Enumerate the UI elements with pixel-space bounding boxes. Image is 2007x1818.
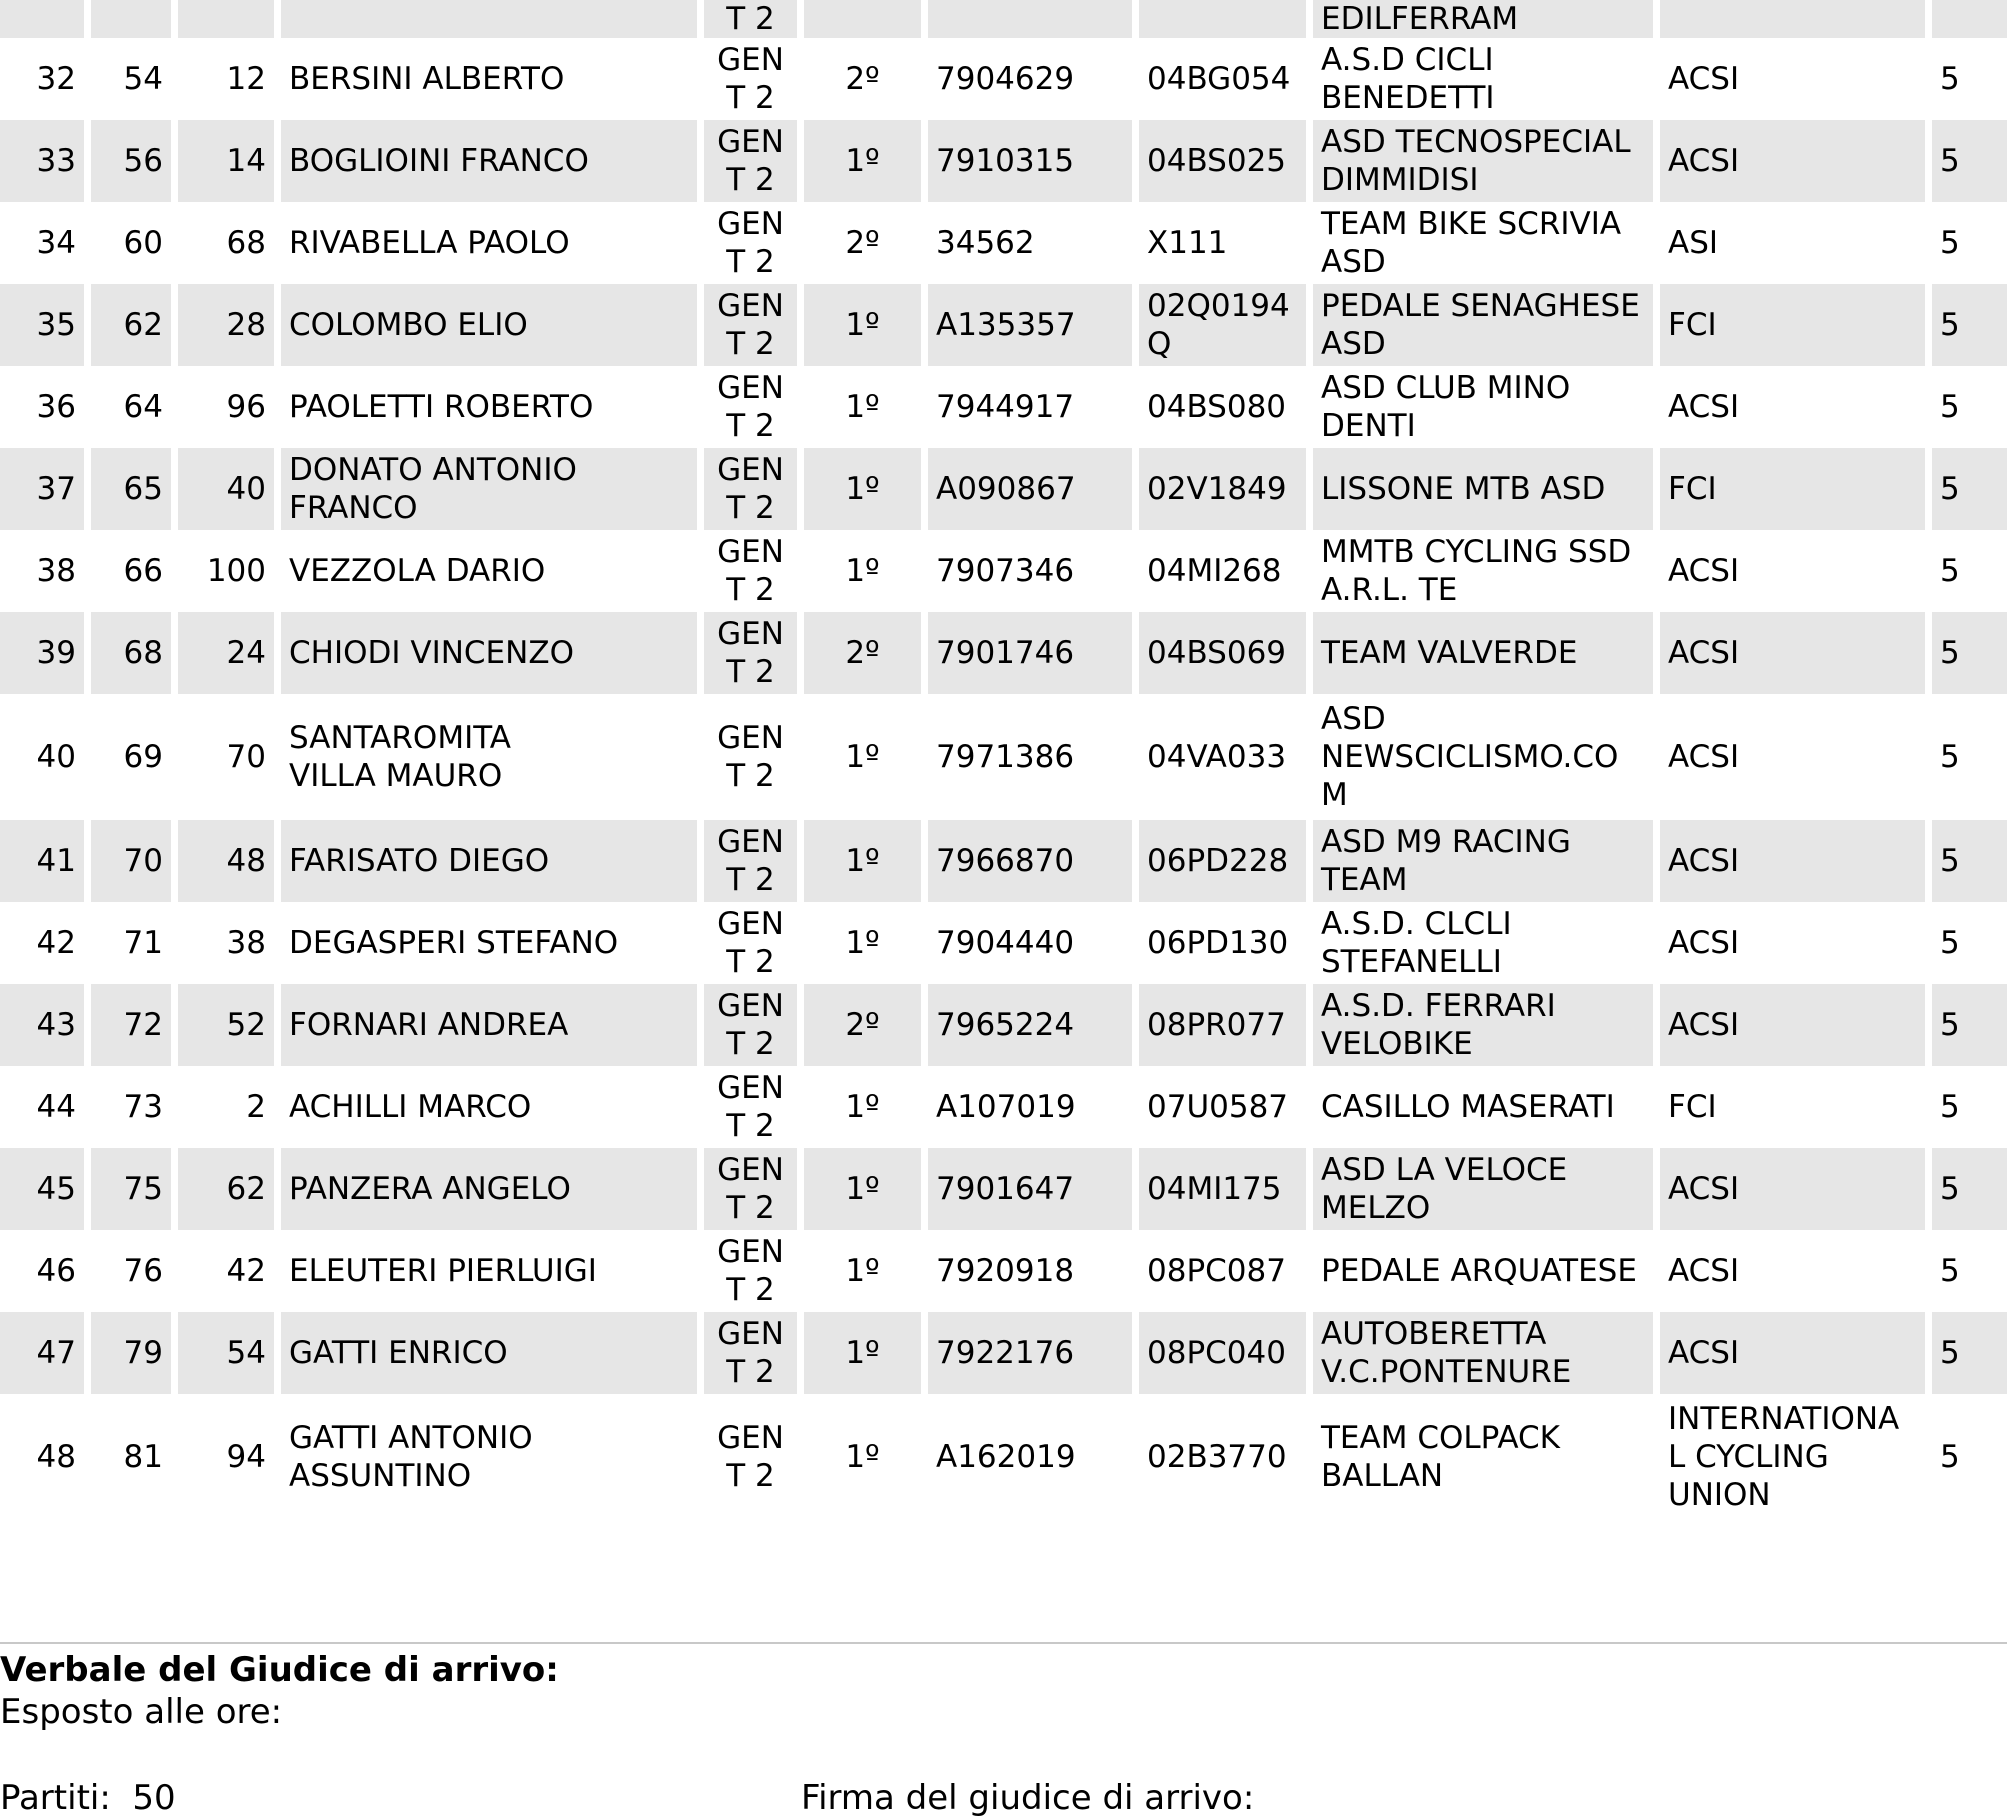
cell-code: X111: [1147, 225, 1228, 261]
cell-team: A.S.D. FERRARI VELOBIKE: [1313, 984, 1653, 1066]
cell-bib: 68: [226, 225, 266, 261]
cell-rank: 79: [91, 1312, 171, 1394]
table-row: [0, 1066, 2007, 1148]
cell-team: PEDALE ARQUATESE: [1321, 1253, 1637, 1289]
table-row: [0, 1230, 2007, 1312]
cell-team: ASD NEWSCICLISMO.CO M: [1321, 701, 1619, 813]
cell-value: 5: [1940, 389, 1960, 425]
cell-name: COLOMBO ELIO: [281, 284, 697, 366]
cell-code: 04BS080: [1147, 389, 1287, 425]
cell-code: 02V1849: [1139, 448, 1306, 530]
cell-code: 06PD228: [1139, 820, 1306, 902]
table-row: [0, 38, 2007, 120]
cell-code: 04BG054: [1147, 61, 1291, 97]
cell-team: ASD M9 RACING TEAM: [1313, 820, 1653, 902]
cell-team: LISSONE MTB ASD: [1313, 448, 1653, 530]
cell-category: GEN T 2: [704, 1148, 797, 1230]
cell-name: PAOLETTI ROBERTO: [289, 389, 594, 425]
cell-rank: 65: [91, 448, 171, 530]
cell-org: ACSI: [1668, 739, 1740, 775]
cell-pos: 37: [0, 448, 84, 530]
cell-rank: 81: [123, 1439, 163, 1475]
cell-rank: 75: [91, 1148, 171, 1230]
cell-license: 7971386: [936, 739, 1075, 775]
cell-value: 5: [1940, 1253, 1960, 1289]
cell-value: 5: [1932, 612, 2007, 694]
cell-pos: 45: [0, 1148, 84, 1230]
previous-row-fragment: [0, 0, 2007, 38]
cell-value: 5: [1940, 1439, 1960, 1475]
cell-bib: 38: [226, 925, 266, 961]
cell-category: GEN T 2: [717, 42, 784, 116]
cell-name: [281, 0, 697, 38]
cell-team: TEAM VALVERDE: [1313, 612, 1653, 694]
cell-rank: 62: [91, 284, 171, 366]
cell-code: 04MI268: [1147, 553, 1282, 589]
cell-order: 1º: [845, 1089, 880, 1125]
cell-org: ACSI: [1668, 389, 1740, 425]
cell-name: BERSINI ALBERTO: [289, 61, 565, 97]
cell-bib: 94: [226, 1439, 266, 1475]
cell-category: GEN T 2: [717, 370, 784, 444]
cell-order: 2º: [845, 61, 880, 97]
cell-team: TEAM BIKE SCRIVIA ASD: [1321, 206, 1622, 280]
cell-name: GATTI ENRICO: [281, 1312, 697, 1394]
cell-org: ASI: [1668, 225, 1719, 261]
cell-org: ACSI: [1660, 1148, 1925, 1230]
cell-bib: 52: [178, 984, 274, 1066]
cell-rank: 71: [123, 925, 163, 961]
cell-category: GEN T 2: [717, 1234, 784, 1308]
cell-rank: 72: [91, 984, 171, 1066]
cell-code: [1139, 0, 1306, 38]
cell-category: GEN T 2: [717, 1070, 784, 1144]
cell-license: 7904440: [936, 925, 1075, 961]
cell-code: 04BS025: [1139, 120, 1306, 202]
cell-pos: 33: [0, 120, 84, 202]
cell-value: 5: [1932, 284, 2007, 366]
cell-category: GEN T 2: [704, 820, 797, 902]
cell-rank: 76: [123, 1253, 163, 1289]
cell-category: GEN T 2: [717, 206, 784, 280]
cell-value: 5: [1940, 1089, 1960, 1125]
cell-rank: 70: [91, 820, 171, 902]
cell-team: MMTB CYCLING SSD A.R.L. TE: [1321, 534, 1632, 608]
cell-value: 5: [1932, 1148, 2007, 1230]
cell-org: INTERNATIONA L CYCLING UNION: [1668, 1401, 1900, 1513]
cell-pos: 34: [36, 225, 76, 261]
cell-order: [804, 0, 921, 38]
cell-order: 1º: [845, 925, 880, 961]
cell-bib: 96: [226, 389, 266, 425]
cell-rank: 60: [123, 225, 163, 261]
cell-name: RIVABELLA PAOLO: [289, 225, 570, 261]
cell-value: 5: [1932, 448, 2007, 530]
cell-pos: 40: [36, 739, 76, 775]
table-row: [0, 612, 2007, 694]
table-row: [0, 120, 2007, 202]
cell-order: 1º: [845, 553, 880, 589]
cell-bib: 48: [178, 820, 274, 902]
cell-order: 1º: [804, 120, 921, 202]
cell-rank: 66: [123, 553, 163, 589]
cell-bib: 40: [178, 448, 274, 530]
cell-pos: 48: [36, 1439, 76, 1475]
cell-org: ACSI: [1668, 925, 1740, 961]
cell-category: GEN T 2: [704, 448, 797, 530]
cell-bib: 42: [226, 1253, 266, 1289]
cell-pos: 42: [36, 925, 76, 961]
cell-value: 5: [1940, 553, 1960, 589]
cell-org: ACSI: [1660, 1312, 1925, 1394]
cell-team: ASD TECNOSPECIAL DIMMIDISI: [1313, 120, 1653, 202]
cell-license: 7920918: [936, 1253, 1075, 1289]
cell-name: SANTAROMITA VILLA MAURO: [289, 720, 511, 794]
cell-name: FARISATO DIEGO: [281, 820, 697, 902]
table-row: [0, 902, 2007, 984]
cell-org: ACSI: [1660, 820, 1925, 902]
cell-pos: 32: [36, 61, 76, 97]
cell-order: 1º: [804, 820, 921, 902]
cell-team: A.S.D. CLCLI STEFANELLI: [1321, 906, 1512, 980]
cell-org: ACSI: [1668, 553, 1740, 589]
cell-team: ASD CLUB MINO DENTI: [1321, 370, 1571, 444]
cell-rank: 69: [123, 739, 163, 775]
cell-rank: 68: [91, 612, 171, 694]
table-row: [0, 820, 2007, 902]
cell-team: CASILLO MASERATI: [1321, 1089, 1615, 1125]
cell-org: ACSI: [1668, 61, 1740, 97]
cell-code: 02B3770: [1147, 1439, 1287, 1475]
cell-rank: 73: [123, 1089, 163, 1125]
cell-pos: 44: [36, 1089, 76, 1125]
cell-org: ACSI: [1660, 984, 1925, 1066]
table-row: [0, 530, 2007, 612]
cell-pos: 41: [0, 820, 84, 902]
cell-bib: 14: [178, 120, 274, 202]
cell-bib: [178, 0, 274, 38]
cell-license: 7901647: [928, 1148, 1132, 1230]
cell-name: DEGASPERI STEFANO: [289, 925, 619, 961]
cell-team: ASD LA VELOCE MELZO: [1313, 1148, 1653, 1230]
cell-pos: 35: [0, 284, 84, 366]
cell-team: TEAM COLPACK BALLAN: [1321, 1420, 1560, 1494]
cell-value: 5: [1932, 120, 2007, 202]
cell-bib: 70: [226, 739, 266, 775]
cell-license: A107019: [936, 1089, 1076, 1125]
cell-license: 7907346: [936, 553, 1075, 589]
cell-order: 1º: [804, 448, 921, 530]
cell-code: 04VA033: [1147, 739, 1287, 775]
cell-org: ACSI: [1660, 120, 1925, 202]
cell-name: VEZZOLA DARIO: [289, 553, 546, 589]
cell-category: GEN T 2: [717, 1420, 784, 1494]
cell-name: BOGLIOINI FRANCO: [281, 120, 697, 202]
cell-name: ELEUTERI PIERLUIGI: [289, 1253, 597, 1289]
cell-pos: [0, 0, 84, 38]
table-row: [0, 284, 2007, 366]
cell-org: FCI: [1660, 448, 1925, 530]
cell-pos: 39: [0, 612, 84, 694]
cell-category: GEN T 2: [704, 984, 797, 1066]
cell-org: ACSI: [1668, 1253, 1740, 1289]
cell-bib: 24: [178, 612, 274, 694]
cell-bib: 100: [206, 553, 266, 589]
cell-value: 5: [1940, 739, 1960, 775]
cell-name: PANZERA ANGELO: [281, 1148, 697, 1230]
verbale-heading: Verbale del Giudice di arrivo:: [0, 1650, 559, 1690]
table-row: [0, 984, 2007, 1066]
cell-pos: 36: [36, 389, 76, 425]
cell-order: 2º: [804, 984, 921, 1066]
cell-license: 7904629: [936, 61, 1075, 97]
cell-category: T 2: [704, 0, 797, 38]
cell-license: [928, 0, 1132, 38]
table-row: [0, 202, 2007, 284]
cell-category: GEN T 2: [704, 1312, 797, 1394]
cell-code: 08PC087: [1147, 1253, 1286, 1289]
cell-category: GEN T 2: [704, 120, 797, 202]
cell-code: 06PD130: [1147, 925, 1289, 961]
cell-rank: [91, 0, 171, 38]
table-row: [0, 1312, 2007, 1394]
cell-license: 7944917: [936, 389, 1075, 425]
cell-value: 5: [1932, 1312, 2007, 1394]
cell-pos: 46: [36, 1253, 76, 1289]
cell-rank: 64: [123, 389, 163, 425]
cell-category: GEN T 2: [704, 612, 797, 694]
cell-order: 2º: [804, 612, 921, 694]
cell-category: GEN T 2: [717, 720, 784, 794]
cell-code: 02Q0194 Q: [1139, 284, 1306, 366]
firma-label: Firma del giudice di arrivo:: [801, 1778, 1255, 1818]
cell-team: A.S.D CICLI BENEDETTI: [1321, 42, 1495, 116]
cell-license: 7965224: [928, 984, 1132, 1066]
cell-order: 1º: [804, 1148, 921, 1230]
cell-order: 1º: [845, 739, 880, 775]
cell-name: ACHILLI MARCO: [289, 1089, 532, 1125]
cell-order: 1º: [804, 284, 921, 366]
cell-pos: 38: [36, 553, 76, 589]
cell-team: PEDALE SENAGHESE ASD: [1313, 284, 1653, 366]
table-row: [0, 694, 2007, 820]
cell-license: 7901746: [928, 612, 1132, 694]
cell-order: 1º: [845, 1439, 880, 1475]
cell-rank: 56: [91, 120, 171, 202]
cell-name: FORNARI ANDREA: [281, 984, 697, 1066]
cell-license: A090867: [928, 448, 1132, 530]
cell-org: FCI: [1660, 284, 1925, 366]
cell-bib: 12: [226, 61, 266, 97]
cell-license: A162019: [936, 1439, 1076, 1475]
cell-value: [1932, 0, 2007, 38]
table-row: [0, 448, 2007, 530]
cell-name: DONATO ANTONIO FRANCO: [281, 448, 697, 530]
cell-name: GATTI ANTONIO ASSUNTINO: [289, 1420, 533, 1494]
cell-bib: 62: [178, 1148, 274, 1230]
cell-order: 1º: [804, 1312, 921, 1394]
cell-code: 07U0587: [1147, 1089, 1289, 1125]
cell-value: 5: [1940, 61, 1960, 97]
table-row: [0, 1394, 2007, 1520]
table-row: [0, 1148, 2007, 1230]
cell-code: 04MI175: [1139, 1148, 1306, 1230]
cell-code: 08PC040: [1139, 1312, 1306, 1394]
cell-name: CHIODI VINCENZO: [281, 612, 697, 694]
cell-license: 7922176: [928, 1312, 1132, 1394]
cell-license: A135357: [928, 284, 1132, 366]
cell-value: 5: [1932, 984, 2007, 1066]
footer-divider: [0, 1642, 2007, 1644]
cell-org: [1660, 0, 1925, 38]
table-row: [0, 366, 2007, 448]
cell-team: EDILFERRAM: [1313, 0, 1653, 38]
cell-category: GEN T 2: [717, 534, 784, 608]
cell-category: GEN T 2: [704, 284, 797, 366]
cell-value: 5: [1932, 820, 2007, 902]
cell-category: GEN T 2: [717, 906, 784, 980]
cell-code: 04BS069: [1139, 612, 1306, 694]
cell-org: FCI: [1668, 1089, 1717, 1125]
cell-order: 1º: [845, 389, 880, 425]
cell-org: ACSI: [1660, 612, 1925, 694]
cell-code: 08PR077: [1139, 984, 1306, 1066]
cell-value: 5: [1940, 925, 1960, 961]
cell-bib: 28: [178, 284, 274, 366]
cell-license: 34562: [936, 225, 1035, 261]
cell-pos: 43: [0, 984, 84, 1066]
esposto-label: Esposto alle ore:: [0, 1692, 283, 1732]
cell-order: 1º: [845, 1253, 880, 1289]
cell-license: 7966870: [928, 820, 1132, 902]
cell-value: 5: [1940, 225, 1960, 261]
cell-rank: 54: [123, 61, 163, 97]
partiti-label: Partiti: 50: [0, 1778, 176, 1818]
cell-license: 7910315: [928, 120, 1132, 202]
cell-pos: 47: [0, 1312, 84, 1394]
cell-bib: 2: [246, 1089, 266, 1125]
cell-bib: 54: [178, 1312, 274, 1394]
cell-team: AUTOBERETTA V.C.PONTENURE: [1313, 1312, 1653, 1394]
cell-order: 2º: [845, 225, 880, 261]
